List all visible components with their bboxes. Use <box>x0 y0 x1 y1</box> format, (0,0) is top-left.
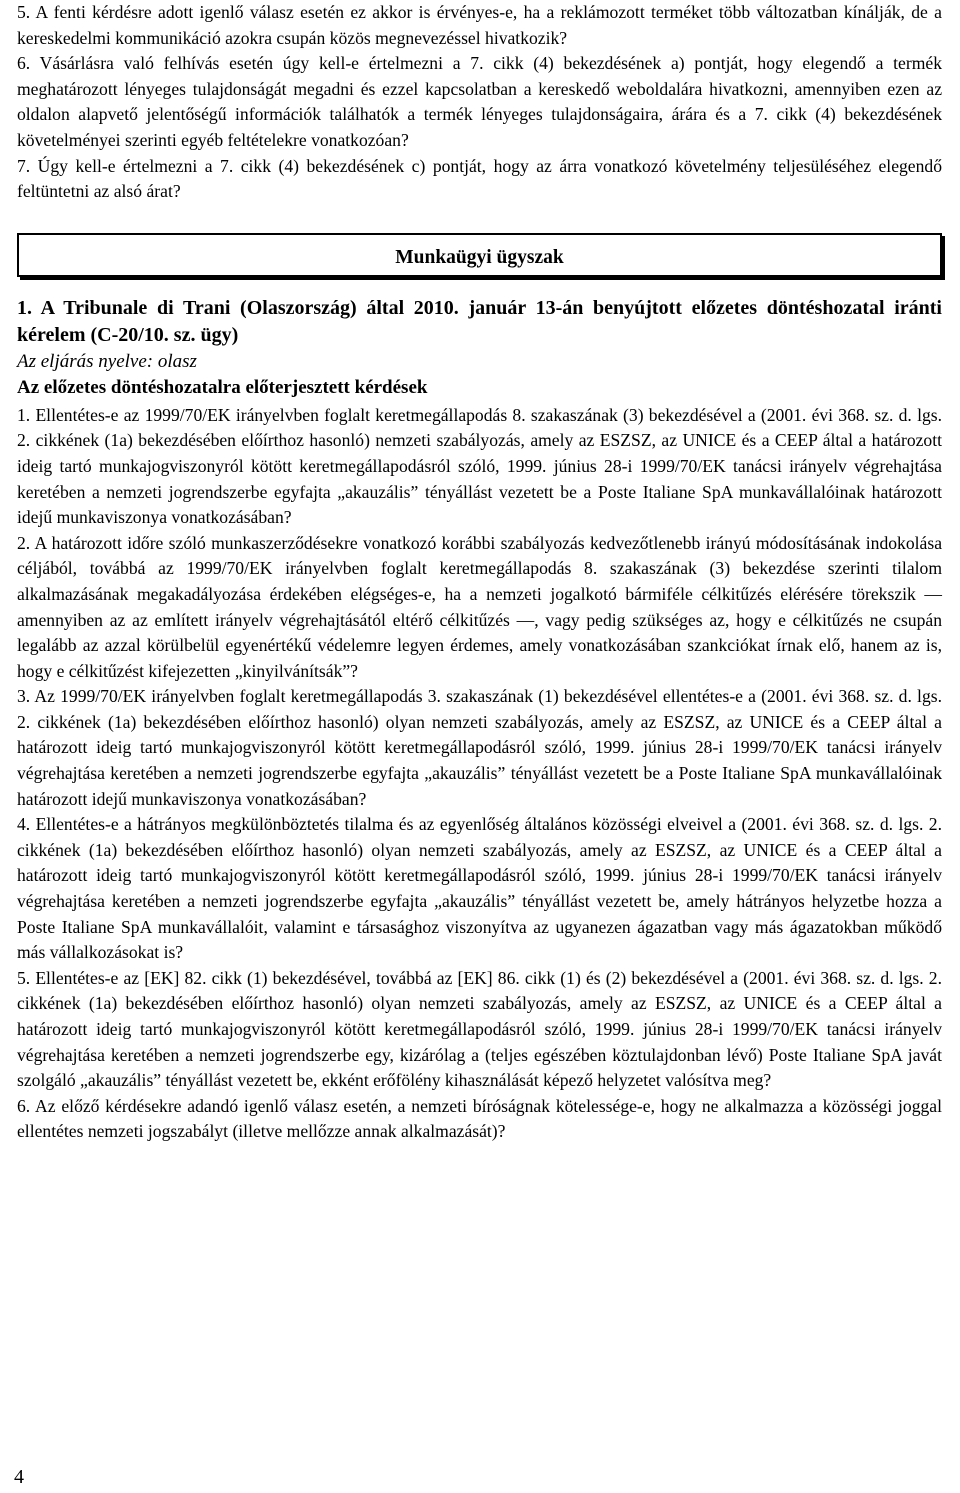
question-paragraph: 2. A határozott időre szóló munkaszerződésekre vonatkozó korábbi szabályozás kedvezőtlenebb irányú módosításának indokolása céljából, továbbá az 1999/70/EK irányelvben foglalt keretmegállapodás 8. szakaszának (3) bekezdése szerinti tilalom alkalmazásának megakadályozása érdekében elégséges-e, ha a nemzeti jogalkotó bármiféle célkitűzés elérésére törekszik — amennyiben az az említett irányelv végrehajtásától eltérő célkitűzés —, vagy pedig szükséges az, hogy e célkitűzés ne csupán legalább az azzal körülbelül egyenértékű védelemre legyen érdemes, amely vonatkozásában szankciókat írnak elő, hanem az is, hogy e célkitűzést kifejezetten „kinyilvánítsák”? <box>17 532 942 681</box>
question-paragraph: 7. Úgy kell-e értelmezni a 7. cikk (4) bekezdésének c) pontját, hogy az árra vonatkozó követelmény teljesüléséhez elegendő feltüntetni az alsó árat? <box>17 155 942 202</box>
section-banner-title: Munkaügyi ügyszak <box>395 246 564 268</box>
document-page <box>17 0 942 1145</box>
question-paragraph: 5. Ellentétes-e az [EK] 82. cikk (1) bekezdésével, továbbá az [EK] 86. cikk (1) és (2) bekezdésével a (2001. évi 368. sz. d. lgs. 2. cikkének (1a) bekezdésében előírthoz hasonló) olyan nemzeti szabályozás, amely az ESZSZ, az UNICE és a CEEP által a határozott ideig tartó munkajogviszonyról kötött keretmegállapodásról szóló, 1999. június 28-i 1999/70/EK tanácsi irányelv végrehajtása keretében a nemzeti jogrendszerbe egy, kizárólag a (teljes egészében köztulajdonban lévő) Poste Italiane SpA javát szolgáló „akauzális” tényállást vezetett be, ekként erőfölény kihasználását képező helyzetet valósítva meg? <box>17 967 942 1091</box>
case-title: 1. A Tribunale di Trani (Olaszország) által 2010. január 13-án benyújtott előzetes döntéshozatal iránti kérelem (C-20/10. sz. ügy) <box>17 296 942 346</box>
question-paragraph: 3. Az 1999/70/EK irányelvben foglalt keretmegállapodás 3. szakaszának (1) bekezdésével ellentétes-e a (2001. évi 368. sz. d. lgs. 2. cikkének (1a) bekezdésében előírthoz hasonló) olyan nemzeti szabályozás, amely az ESZSZ, az UNICE és a CEEP által a határozott ideig tartó munkajogviszonyról kötött keretmegállapodásról szóló, 1999. június 28-i 1999/70/EK tanácsi irányelv végrehajtása keretében a nemzeti jogrendszerbe egyfajta „akauzális” tényállást vezetett be a Poste Italiane SpA munkavállalóinak határozott idejű munkaviszonya vonatkozásában? <box>17 686 942 809</box>
questions-list <box>17 403 942 1145</box>
page-number: 4 <box>14 1466 24 1488</box>
question-paragraph: 5. A fenti kérdésre adott igenlő válasz esetén ez akkor is érvényes-e, ha a reklámozott terméket több változatban kínálják, de a kereskedelmi kommunikáció azokra csupán közös megnevezéssel hivatkozik? <box>17 2 942 48</box>
section-banner <box>17 233 942 277</box>
question-paragraph: 4. Ellentétes-e a hátrányos megkülönböztetés tilalma és az egyenlőség általános közösségi elveivel a (2001. évi 368. sz. d. lgs. 2. cikkének (1a) bekezdésében előírthoz hasonló) olyan nemzeti szabályozás, amely az ESZSZ, az UNICE és a CEEP által a határozott ideig tartó munkajogviszonyról kötött keretmegállapodásról szóló, 1999. június 28-i 1999/70/EK tanácsi irányelv végrehajtása keretében a nemzeti jogrendszerbe egyfajta „akauzális” tényállást vezetett be, amely hátrányos helyzetbe hozza a Poste Italiane SpA munkavállalóit, valamint e társasághoz viszonyítva az ugyanezen ágazatban vagy más ágazatokban működő más vállalkozásokat is? <box>17 814 942 963</box>
question-paragraph: 6. Az előző kérdésekre adandó igenlő válasz esetén, a nemzeti bíróságnak kötelessége-e, hogy ne alkalmazza a közösségi joggal ellentétes nemzeti jogszabályt (illetve mellőzze annak alkalmazását)? <box>17 1095 942 1142</box>
case-language: Az eljárás nyelve: olasz <box>17 350 197 372</box>
question-paragraph: 6. Vásárlásra való felhívás esetén úgy kell-e értelmezni a 7. cikk (4) bekezdésének a) pontját, hogy elegendő a termék meghatározott lényeges tulajdonságát megadni és ezzel kapcsolatban a kereskedő weboldalára hivatkozni, amennyiben ezen az oldalon alapvető jelentőségű információk találhatók a termék lényeges tulajdonságaira, árára és a 7. cikk (4) bekezdésének követelményei szerinti egyéb feltételekre vonatkozóan? <box>17 53 942 150</box>
question-paragraph: 1. Ellentétes-e az 1999/70/EK irányelvben foglalt keretmegállapodás 8. szakaszának (3) bekezdésével a (2001. évi 368. sz. d. lgs. 2. cikkének (1a) bekezdésében előírthoz hasonló) nemzeti szabályozás, amely az ESZSZ, az UNICE és a CEEP által a határozott ideig tartó munkajogviszonyról kötött keretmegállapodásról szóló, 1999. június 28-i 1999/70/EK tanácsi irányelv végrehajtása keretében a nemzeti jogrendszerbe egyfajta „akauzális” tényállást vezetett be a Poste Italiane SpA munkavállalóinak határozott idejű munkaviszonya vonatkozásában? <box>17 404 942 528</box>
previous-questions-block <box>17 0 942 205</box>
questions-heading: Az előzetes döntéshozatalra előterjesztett kérdések <box>17 376 428 398</box>
